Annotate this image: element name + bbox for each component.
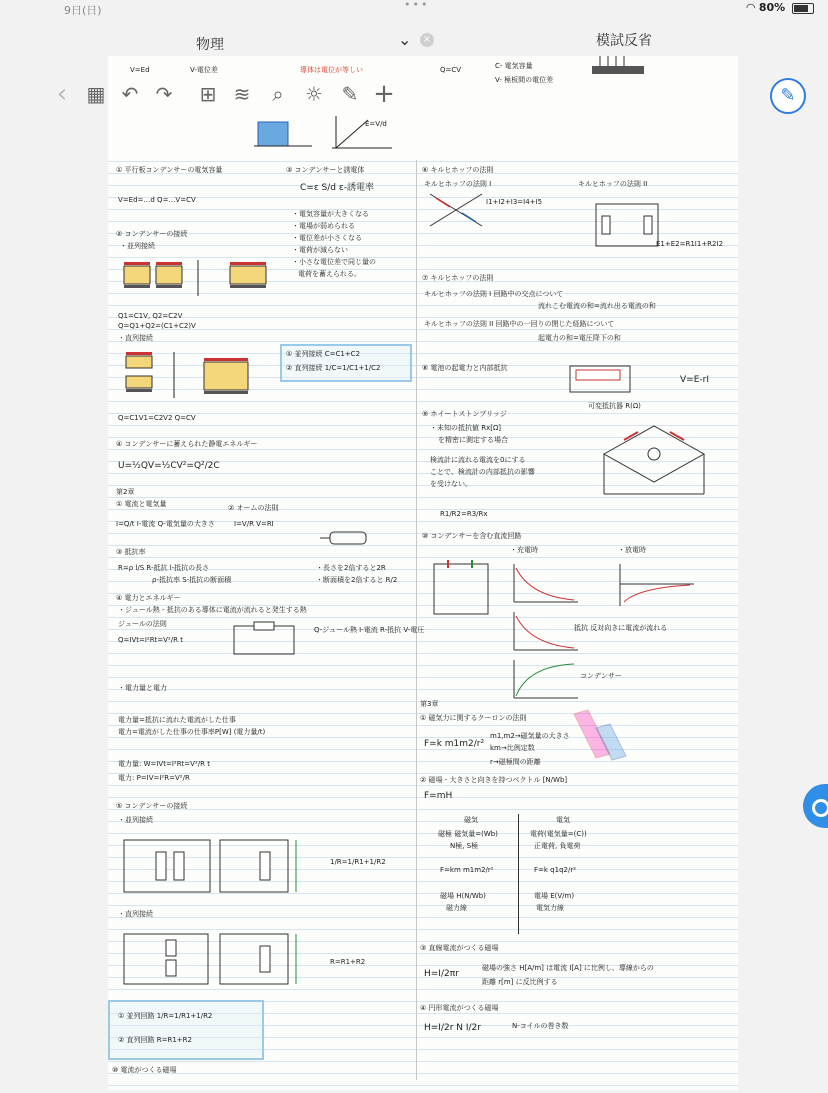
add-icon[interactable]: + bbox=[373, 79, 395, 109]
note-text: E=V/d bbox=[365, 120, 387, 128]
edit-page-icon[interactable]: ✎ bbox=[341, 82, 359, 106]
note-text: ・直列接続 bbox=[118, 334, 153, 342]
note-text: ・電気容量が大きくなる bbox=[292, 210, 369, 218]
table-cell: 電気力線 bbox=[536, 904, 564, 912]
note-text: ・電場が弱められる bbox=[292, 222, 355, 230]
summary-line: ② 直列接続 1/C=1/C1+1/C2 bbox=[286, 364, 381, 372]
note-text: ・未知の抵抗値 Rx[Ω] bbox=[430, 424, 502, 432]
section-heading: ① 磁気力に関するクーロンの法則 bbox=[420, 714, 527, 722]
series-capacitor-diagram bbox=[118, 348, 278, 414]
formula: 電力量: W=IVt=I²Rt=V²/R t bbox=[118, 760, 210, 768]
note-text: ・電位差が小さくなる bbox=[292, 234, 362, 242]
section-heading: ⑧ 電池の起電力と内部抵抗 bbox=[422, 364, 508, 372]
section-heading: ③ コンデンサーと誘電体 bbox=[286, 166, 365, 174]
note-text: 抵抗 反対向きに電流が流れる bbox=[574, 624, 668, 632]
note-text: Q-ジュール熱 I-電流 R-抵抗 V-電圧 bbox=[314, 626, 425, 634]
formula: 電力: P=IV=I²R=V²/R bbox=[118, 774, 190, 782]
summary-line: ① 並列接続 C=C1+C2 bbox=[286, 350, 361, 358]
kirchhoff-loop-diagram bbox=[588, 196, 668, 256]
status-bar bbox=[0, 0, 828, 18]
formula: I=V/R V=RI bbox=[234, 520, 274, 528]
table-header: 電気 bbox=[556, 816, 570, 824]
note-text: 電力=電流がした仕事の仕事率P[W] (電力量/t) bbox=[118, 728, 266, 736]
formula: V=Ed=…d Q=…V=CV bbox=[118, 196, 196, 204]
section-heading: ① 電流と電気量 bbox=[116, 500, 167, 508]
graph-sketch bbox=[252, 112, 402, 152]
wheatstone-bridge-diagram bbox=[594, 420, 716, 500]
redo-icon[interactable]: ↷ bbox=[155, 82, 173, 106]
formula: R=ρ l/S R-抵抗 l-抵抗の長さ bbox=[118, 564, 210, 572]
section-heading: ④ 電力とエネルギー bbox=[116, 594, 181, 602]
note-text: V- 極板間の電位差 bbox=[495, 76, 554, 84]
back-icon[interactable]: ‹ bbox=[56, 79, 68, 109]
section-heading: ⑥ キルヒホッフの法則 bbox=[422, 166, 494, 174]
note-text: Q=CV bbox=[440, 66, 462, 74]
tab-mock-exam-review[interactable]: 模試反省 bbox=[596, 33, 652, 49]
note-text: ことで、検流計の内部抵抗の影響 bbox=[430, 468, 535, 476]
formula: R=R1+R2 bbox=[330, 958, 366, 966]
note-text: m1,m2→磁気量の大きさ bbox=[490, 732, 570, 740]
series-resistor-diagram bbox=[120, 930, 340, 990]
formula: Q=Q1+Q2=(C1+C2)V bbox=[118, 322, 196, 330]
table-cell: 電荷(電気量=(C)) bbox=[530, 830, 587, 838]
table-cell: N極, S極 bbox=[450, 842, 479, 850]
table-cell: 磁力線 bbox=[446, 904, 467, 912]
formula: R1/R2=R3/Rx bbox=[440, 510, 488, 518]
note-text: を精密に測定する場合 bbox=[438, 436, 508, 444]
status-right bbox=[747, 1, 815, 14]
search-icon[interactable]: ⌕ bbox=[272, 82, 284, 106]
joule-circuit-diagram bbox=[230, 622, 302, 662]
formula: H=I/2r N I/2r bbox=[424, 1023, 481, 1033]
summary-line: ② 直列回路 R=R1+R2 bbox=[118, 1036, 192, 1044]
note-text: ・充電時 bbox=[510, 546, 538, 554]
formula: H=I/2πr bbox=[424, 969, 459, 979]
table-cell: 磁極 磁気量=(Wb) bbox=[438, 830, 498, 838]
note-text: キルヒホッフの法則 I 回路中の交点について bbox=[424, 290, 564, 298]
wifi-icon: ◠ bbox=[746, 1, 755, 14]
lightbulb-icon[interactable]: ☼ bbox=[305, 82, 323, 106]
formula: F=k m1m2/r² bbox=[424, 739, 485, 749]
formula: U=½QV=½CV²=Q²/2C bbox=[118, 461, 220, 471]
section-heading: ③ 直線電流がつくる磁場 bbox=[420, 944, 499, 952]
note-text: C- 電気容量 bbox=[495, 62, 533, 70]
note-text: 電力量=抵抗に流れた電流がした仕事 bbox=[118, 716, 236, 724]
section-heading: ④ 円形電流がつくる磁場 bbox=[420, 1004, 499, 1012]
column-divider bbox=[416, 160, 417, 1080]
side-panel-handle[interactable] bbox=[803, 784, 828, 828]
note-text: r→磁極間の距離 bbox=[490, 758, 541, 766]
note-text: 検流計に流れる電流を0にする bbox=[430, 456, 526, 464]
table-divider bbox=[518, 814, 519, 934]
note-text: V=Ed bbox=[130, 66, 150, 74]
section-heading: ⑨ ホイートストンブリッジ bbox=[422, 410, 507, 418]
note-text: キルヒホッフの法則 II bbox=[578, 180, 648, 188]
note-text: キルヒホッフの法則 I bbox=[424, 180, 492, 188]
note-text: コンデンサー bbox=[580, 672, 622, 680]
magnet-sketch bbox=[570, 708, 630, 762]
note-text: N-コイルの巻き数 bbox=[512, 1022, 569, 1030]
close-tab-icon[interactable]: × bbox=[420, 33, 434, 47]
note-text: ・放電時 bbox=[618, 546, 646, 554]
summary-box-resistor bbox=[108, 1000, 264, 1060]
note-text: ・電力量と電力 bbox=[118, 684, 167, 692]
note-text: 可変抵抗器 R(Ω) bbox=[588, 402, 641, 410]
battery-icon bbox=[792, 3, 814, 14]
formula: ρ-抵抗率 S-抵抗の断面積 bbox=[152, 576, 232, 584]
chevron-down-icon[interactable]: ⌄ bbox=[398, 30, 412, 49]
note-text: ・小さな電位差で同じ量の bbox=[292, 258, 376, 266]
note-text: 距離 r[m] に反比例する bbox=[482, 978, 558, 986]
battery-internal-resistance-diagram bbox=[566, 358, 636, 398]
junction-diagram bbox=[426, 190, 486, 230]
formula: Q=C1V1=C2V2 Q=CV bbox=[118, 414, 196, 422]
section-heading: ④ コンデンサーに蓄えられた静電エネルギー bbox=[116, 440, 258, 448]
battery-percent: 80% bbox=[758, 1, 786, 14]
table-header: 磁気 bbox=[464, 816, 478, 824]
multitask-dots[interactable]: ••• bbox=[404, 0, 430, 11]
section-heading: ② 磁場 - 大きさと向きを持つベクトル [N/Wb] bbox=[420, 776, 568, 784]
resistor-wire-icon bbox=[320, 526, 380, 548]
section-heading: ② コンデンサーの接続 bbox=[116, 230, 188, 238]
charging-curves bbox=[508, 562, 582, 706]
note-text: ・電荷が減らない bbox=[292, 246, 348, 254]
formula: I=Q/t I-電流 Q-電気量の大きさ bbox=[116, 520, 215, 528]
note-text: キルヒホッフの法則 II 回路中の一回りの閉じた経路について bbox=[424, 320, 615, 328]
table-cell: 磁場 H(N/Wb) bbox=[440, 892, 486, 900]
chapter-heading: 第3章 bbox=[420, 700, 439, 708]
add-page-icon[interactable]: ⊞ bbox=[199, 82, 217, 106]
undo-icon[interactable]: ↶ bbox=[121, 82, 139, 106]
section-heading: ⑩ 電流がつくる磁場 bbox=[112, 1066, 177, 1074]
table-cell: F=km m1m2/r² bbox=[440, 866, 494, 874]
tab-physics[interactable]: 物理 bbox=[196, 37, 224, 53]
discharging-curve bbox=[614, 562, 698, 612]
note-text: ・ジュール熱 - 抵抗のある導体に電流が流れると発生する熱 bbox=[118, 606, 307, 614]
note-text: km→比例定数 bbox=[490, 744, 535, 752]
note-text: ・直列接続 bbox=[118, 910, 153, 918]
table-cell: 正電荷, 負電荷 bbox=[534, 842, 581, 850]
layers-icon[interactable]: ≋ bbox=[233, 82, 251, 106]
formula: C=ε S/d ε-誘電率 bbox=[300, 183, 374, 193]
parallel-capacitor-diagram bbox=[118, 256, 278, 306]
formula: V=E-rI bbox=[680, 375, 709, 385]
note-text: ・断面積を2倍すると R/2 bbox=[316, 576, 398, 584]
capacitor-sketch bbox=[590, 56, 650, 80]
note-text: 起電力の和=電圧降下の和 bbox=[538, 334, 621, 342]
chapter-heading: 第2章 bbox=[116, 488, 135, 496]
section-heading: ① 平行板コンデンサーの電気容量 bbox=[116, 166, 223, 174]
summary-line: ① 並列回路 1/R=1/R1+1/R2 bbox=[118, 1012, 213, 1020]
note-text: ・並列接続 bbox=[118, 816, 153, 824]
pen-tool-button[interactable]: ✎ bbox=[770, 78, 806, 114]
formula: E1+E2=R1I1+R2I2 bbox=[656, 240, 724, 248]
formula: 1/R=1/R1+1/R2 bbox=[330, 858, 386, 866]
formula: Q=IVt=I²Rt=V²/R t bbox=[118, 636, 183, 644]
note-text: V-電位差 bbox=[190, 66, 218, 74]
note-text: ジュールの法則 bbox=[118, 620, 167, 628]
section-heading: ⑤ コンデンサーの接続 bbox=[116, 802, 188, 810]
status-date: 9日(日) bbox=[64, 4, 102, 17]
table-cell: 電場 E(V/m) bbox=[534, 892, 575, 900]
formula: I1+I2+I3=I4+I5 bbox=[486, 198, 543, 206]
note-text: を受けない。 bbox=[430, 480, 472, 488]
note-text: 電荷を蓄えられる。 bbox=[298, 270, 361, 278]
section-heading: ⑩ コンデンサーを含む直流回路 bbox=[422, 532, 522, 540]
toolbar bbox=[50, 79, 410, 112]
section-heading: ⑦ キルヒホッフの法則 bbox=[422, 274, 494, 282]
formula: F=mH bbox=[424, 791, 453, 801]
rc-circuit-diagram bbox=[428, 556, 498, 620]
note-text: ・並列接続 bbox=[120, 242, 155, 250]
note-text: 導体は電位が等しい bbox=[300, 66, 363, 74]
section-heading: ② オームの法則 bbox=[228, 504, 279, 512]
table-cell: F=k q1q2/r² bbox=[534, 866, 577, 874]
section-heading: ③ 抵抗率 bbox=[116, 548, 146, 556]
note-text: ・長さを2倍すると2R bbox=[316, 564, 386, 572]
formula: Q1=C1V, Q2=C2V bbox=[118, 312, 183, 320]
summary-box-capacitor bbox=[280, 344, 412, 382]
note-text: 流れこむ電流の和=流れ出る電流の和 bbox=[538, 302, 656, 310]
note-text: 磁場の強さ H[A/m] は電流 I[A] に比例し、導線からの bbox=[482, 964, 654, 972]
grid-icon[interactable]: ▦ bbox=[86, 82, 106, 106]
